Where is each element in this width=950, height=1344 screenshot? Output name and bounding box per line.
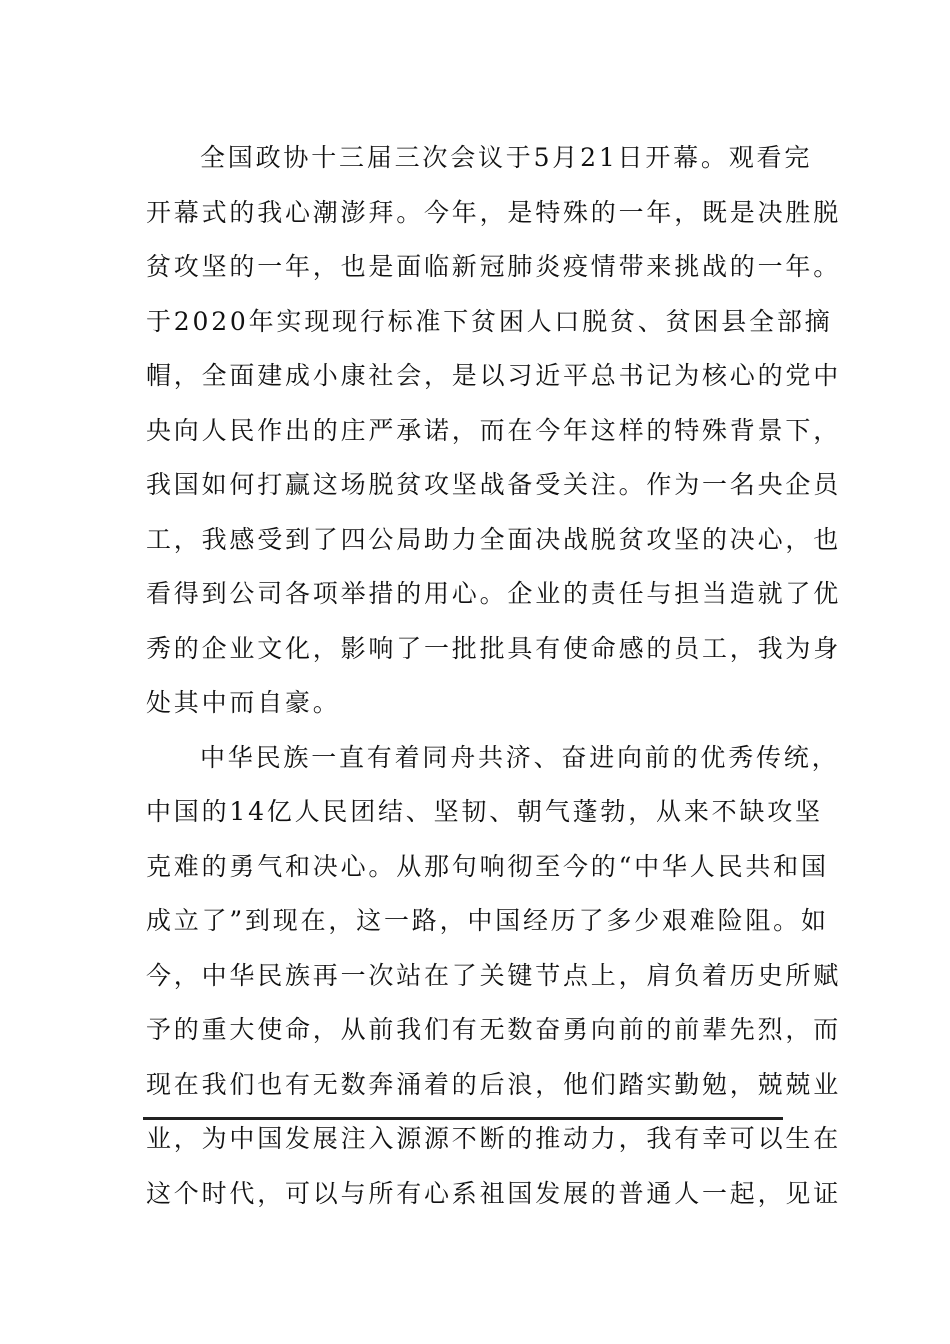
text-line: 今，中华民族再一次站在了关键节点上，肩负着历史所赋 [146, 960, 842, 990]
text-line: 贫攻坚的一年，也是面临新冠肺炎疫情带来挑战的一年。 [146, 252, 842, 281]
text-line: 中国的14亿人民团结、坚韧、朝气蓬勃，从来不缺攻坚 [146, 797, 823, 826]
text-line: 开幕式的我心潮澎拜。今年，是特殊的一年，既是决胜脱 [146, 197, 842, 227]
text-line: 予的重大使命，从前我们有无数奋勇向前的前辈先烈，而 [146, 1015, 842, 1044]
footer-divider [143, 1117, 783, 1120]
text-line: 全国政协十三届三次会议于5月21日开幕。观看完 [200, 143, 813, 172]
text-line: 克难的勇气和决心。从那句响彻至今的“中华人民共和国 [146, 851, 829, 881]
text-line: 我国如何打赢这场脱贫攻坚战备受关注。作为一名央企员 [146, 470, 842, 499]
paragraph-2 [146, 731, 842, 1222]
text-line: 成立了”到现在，这一路，中国经历了多少艰难险阻。如 [146, 906, 829, 935]
text-line: 秀的企业文化，影响了一批批具有使命感的员工，我为身 [146, 633, 842, 663]
text-line: 处其中而自豪。 [146, 688, 341, 717]
text-line: 看得到公司各项举措的用心。企业的责任与担当造就了优 [146, 579, 842, 608]
paragraph-1 [146, 131, 842, 731]
text-line: 央向人民作出的庄严承诺，而在今年这样的特殊背景下， [146, 415, 842, 445]
text-line: 工，我感受到了四公局助力全面决战脱贫攻坚的决心，也 [146, 524, 842, 554]
text-line: 中华民族一直有着同舟共济、奋进向前的优秀传统， [200, 742, 840, 772]
text-line: 帽，全面建成小康社会，是以习近平总书记为核心的党中 [146, 361, 842, 390]
text-line: 这个时代，可以与所有心系祖国发展的普通人一起，见证 [146, 1178, 842, 1208]
text-line: 现在我们也有无数奔涌着的后浪，他们踏实勤勉，兢兢业 [146, 1069, 842, 1099]
text-line: 于2020年实现现行标准下贫困人口脱贫、贫困县全部摘 [146, 306, 833, 336]
text-line: 业，为中国发展注入源源不断的推动力，我有幸可以生在 [146, 1124, 842, 1153]
document-body [146, 131, 842, 1221]
